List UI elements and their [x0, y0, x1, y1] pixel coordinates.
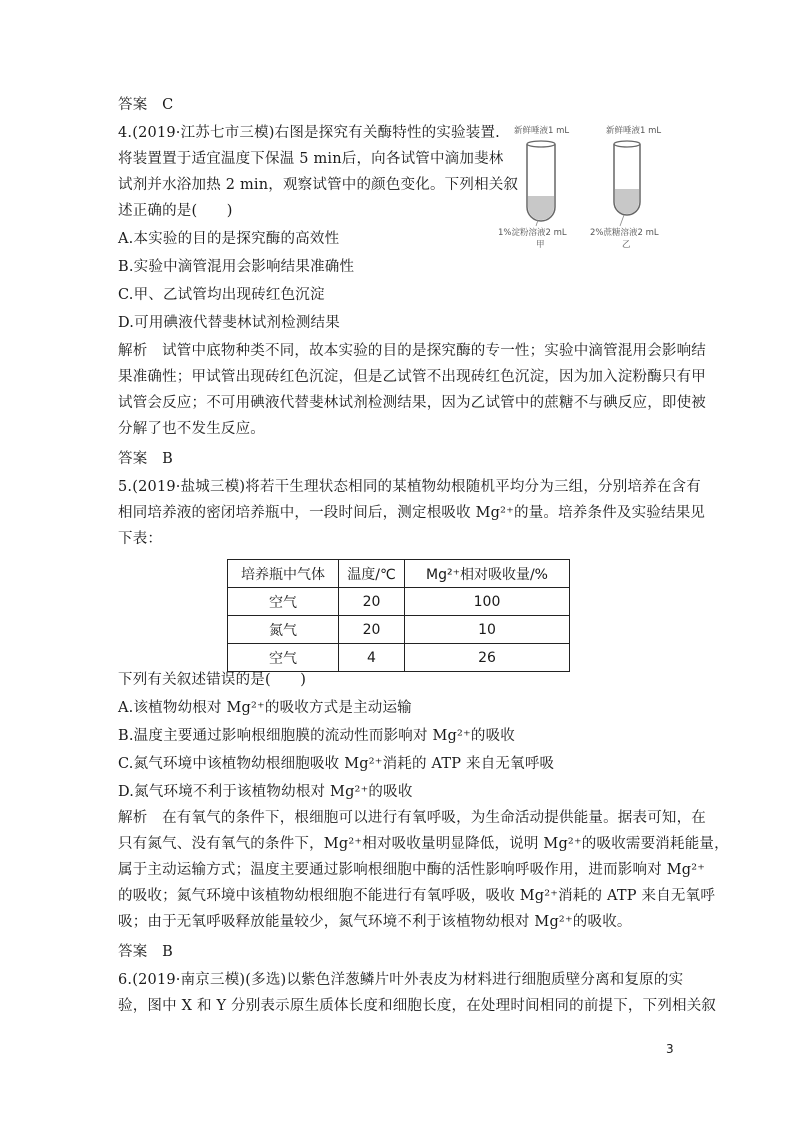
q5-option-c: C.氮气环境中该植物幼根细胞吸收 Mg²⁺消耗的 ATP 来自无氧呼吸	[118, 756, 555, 772]
q5-question: 下列有关叙述错误的是( )	[118, 672, 307, 688]
tube2-name: 乙	[622, 240, 631, 250]
table-row	[228, 644, 570, 672]
q4-answer: 答案 B	[118, 451, 173, 467]
table-cell: 4	[339, 644, 405, 672]
tube2-rim	[614, 141, 640, 147]
q4-analysis-line-3: 试管会反应；不可用碘液代替斐林试剂检测结果，因为乙试管中的蔗糖不与碘反应，即使被	[118, 395, 706, 411]
q4-stem-line-2: 将装置置于适宜温度下保温 5 min后，向各试管中滴加斐林	[118, 151, 504, 167]
q5-analysis-line-2: 只有氮气、没有氧气的条件下，Mg²⁺相对吸收量明显降低，说明 Mg²⁺的吸收需要消耗能量，	[118, 836, 729, 852]
q4-stem-line-1: 4.(2019·江苏七市三模)右图是探究有关酶特性的实验装置.	[118, 125, 500, 141]
q4-option-c: C.甲、乙试管均出现砖红色沉淀	[118, 287, 325, 303]
test-tube-figure	[498, 122, 686, 250]
q5-results-table	[227, 559, 570, 672]
q5-option-b: B.温度主要通过影响根细胞膜的流动性而影响对 Mg²⁺的吸收	[118, 728, 515, 744]
q5-analysis-line-4: 的吸收；氮气环境中该植物幼根细胞不能进行有氧呼吸，吸收 Mg²⁺消耗的 ATP 来自无氧呼	[118, 888, 716, 904]
q5-stem-line-2: 相同培养液的密闭培养瓶中，一段时间后，测定根吸收 Mg²⁺的量。培养条件及实验结果见	[118, 505, 706, 521]
q4-option-a: A.本实验的目的是探究酶的高效性	[118, 231, 340, 247]
table-row	[228, 588, 570, 616]
table-cell: 20	[339, 616, 405, 644]
table-cell: 空气	[228, 588, 339, 616]
q5-stem-line-1: 5.(2019·盐城三模)将若干生理状态相同的某植物幼根随机平均分为三组，分别培养在含有	[118, 479, 701, 495]
q4-analysis-line-4: 分解了也不发生反应。	[118, 421, 265, 437]
tube1-top-label: 新鲜唾液1 mL	[514, 126, 570, 136]
q4-stem-line-4: 述正确的是( )	[118, 203, 233, 219]
q6-stem-line-2: 验，图中 X 和 Y 分别表示原生质体长度和细胞长度，在处理时间相同的前提下，下列相关叙	[118, 998, 717, 1014]
q5-answer: 答案 B	[118, 944, 173, 960]
page-number: 3	[666, 1042, 674, 1056]
table-cell: 20	[339, 588, 405, 616]
q5-analysis-line-3: 属于主动运输方式；温度主要通过影响根细胞中酶的活性影响呼吸作用，进而影响对 Mg²⁺	[118, 862, 706, 878]
tube1-bottom-label: 1%淀粉溶液2 mL	[498, 228, 567, 238]
table-cell: 氮气	[228, 616, 339, 644]
answer-prev: 答案 C	[118, 97, 174, 113]
table-cell: 10	[405, 616, 570, 644]
table-header-cell: Mg²⁺相对吸收量/%	[405, 560, 570, 588]
table-cell: 26	[405, 644, 570, 672]
q5-analysis-line-1: 解析 在有氧气的条件下，根细胞可以进行有氧呼吸，为生命活动提供能量。据表可知，在	[118, 810, 706, 826]
q4-analysis-line-1: 解析 试管中底物种类不同，故本实验的目的是探究酶的专一性；实验中滴管混用会影响结	[118, 343, 706, 359]
q4-option-d: D.可用碘液代替斐林试剂检测结果	[118, 315, 340, 331]
tube1-liquid	[528, 196, 554, 220]
table-header-cell: 温度/℃	[339, 560, 405, 588]
q5-option-d: D.氮气环境不利于该植物幼根对 Mg²⁺的吸收	[118, 784, 413, 800]
table-cell: 100	[405, 588, 570, 616]
q5-option-a: A.该植物幼根对 Mg²⁺的吸收方式是主动运输	[118, 700, 412, 716]
q4-stem-line-3: 试剂并水浴加热 2 min，观察试管中的颜色变化。下列相关叙	[118, 177, 519, 193]
q6-stem-line-1: 6.(2019·南京三模)(多选)以紫色洋葱鳞片叶外表皮为材料进行细胞质壁分离和复原的实	[118, 972, 684, 988]
tube2-bottom-label: 2%蔗糖溶液2 mL	[590, 228, 659, 238]
table-cell: 空气	[228, 644, 339, 672]
q4-option-b: B.实验中滴管混用会影响结果准确性	[118, 259, 355, 275]
table-header-row	[228, 560, 570, 588]
table-row	[228, 616, 570, 644]
tube2-top-label: 新鲜唾液1 mL	[606, 126, 662, 136]
q4-analysis-line-2: 果准确性；甲试管出现砖红色沉淀，但是乙试管不出现砖红色沉淀，因为加入淀粉酶只有甲	[118, 369, 706, 385]
tube2-liquid	[615, 189, 639, 214]
q5-stem-line-3: 下表：	[118, 531, 163, 547]
tube1-rim	[527, 141, 555, 147]
table-header-cell: 培养瓶中气体	[228, 560, 339, 588]
tube1-name: 甲	[536, 240, 545, 250]
q5-analysis-line-5: 吸；由于无氧呼吸释放能量较少，氮气环境不利于该植物幼根对 Mg²⁺的吸收。	[118, 914, 632, 930]
